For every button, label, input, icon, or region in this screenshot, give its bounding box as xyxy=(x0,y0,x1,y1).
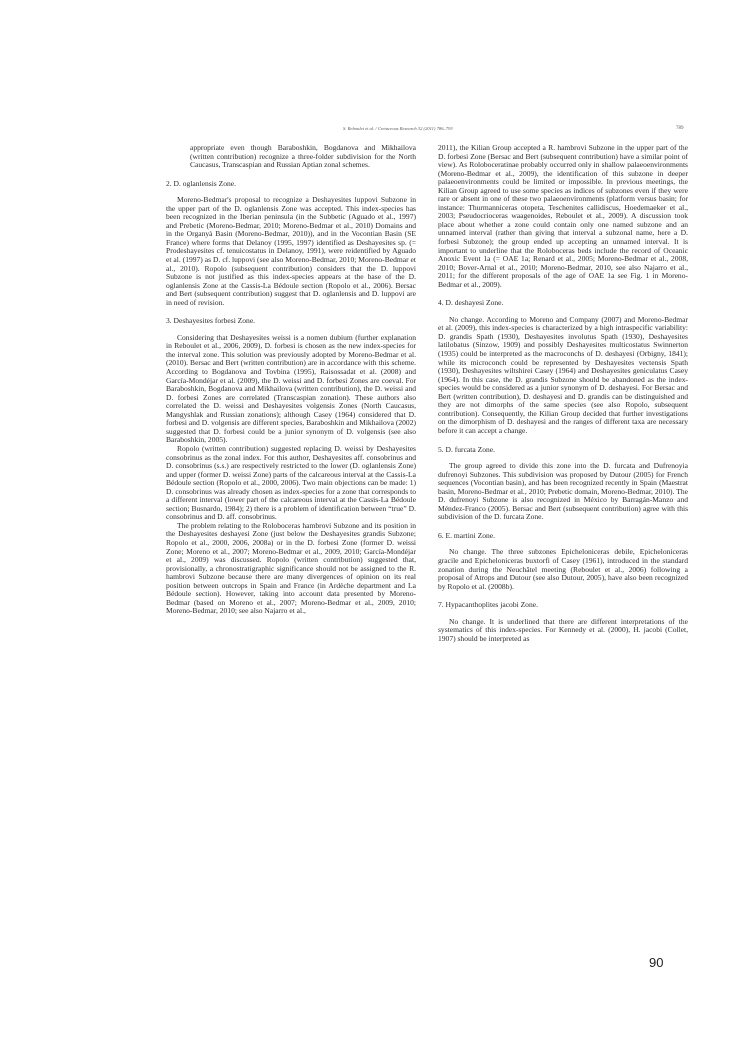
body-paragraph: No change. According to Moreno and Company (2007) and Moreno-Bedmar et al. (2009), this index-species is characterized by a high intraspecific variability: D. grandis Spath (1930), Deshayesites involutus Spath (1930), Deshayesites latilobatus (Sinzow, 1909) and possibly Deshayesites multicostatus Swinnerton (1935) could be interpreted as the macroconchs of D. deshayesi (Orbigny, 1841); while its microconch could be represented by Deshayesites vectensis Spath (1930), Deshayesites wiltshirei Casey (1964) and Deshayesites geniculatus Casey (1964). In this case, the D. grandis Subzone should be abandoned as the index-species would be considered as a junior synonym of D. deshayesi. For Bersac and Bert (written contribution), D. deshayesi and D. grandis can be distinguished and they are not dimorphs of the same species (see also Ropolo, subsequent contribution). Consequently, the Kilian Group decided that further investigations on the dimorphism of D. deshayesi and the ranges of different taxa are necessary before it can accept a change. xyxy=(438,314,688,435)
body-paragraph: The problem relating to the Roloboceras hambrovi Subzone and its position in the Deshayesites deshayesi Zone (just below the Deshayesites grandis Subzone; Ropolo et al., 2000, 2006, 2008a) or in the D. forbesi Zone (former D. weissi Zone; Moreno et al., 2007; Moreno-Bedmar et al., 2009, 2010; García-Mondéjar et al., 2009) was discussed. Ropolo (written contribution) suggested that, provisionally, a chronostratigraphic significance should not be assigned to the R. hambrovi Subzone because there are many divergences of opinion on its real position between outcrops in Spain and France (in Ardèche department and La Bédoule section). However, taking into account data presented by Moreno-Bedmar (based on Moreno et al., 2007; Moreno-Bedmar et al., 2009, 2010; Moreno-Bedmar, 2010; see also Najarro et al., xyxy=(166,520,416,616)
running-head: S. Reboulet et al. / Cretaceous Research 32 (2011) 786–793 xyxy=(343,126,453,131)
section-heading: 4. D. deshayesi Zone. xyxy=(438,298,504,308)
body-paragraph: No change. It is underlined that there are different interpretations of the systematics of this index-species. For Kennedy et al. (2000), H. jacobi (Collet, 1907) should be interpreted as xyxy=(438,616,688,643)
body-paragraph: No change. The three subzones Epicheloniceras debile, Epicheloniceras gracile and Epicheloniceras buxtorfi of Casey (1961), introduced in the standard zonation during the Neuchâtel meeting (Reboulet et al., 2006) following a proposal of Atrops and Dutour (see also Dutour, 2005), have also been recognized by Ropolo et al. (2008b). xyxy=(438,547,688,591)
section-heading: 5. D. furcata Zone. xyxy=(438,444,495,454)
body-paragraph: Moreno-Bedmar's proposal to recognize a Deshayesites luppovi Subzone in the upper part of the D. oglanlensis Zone was accepted. This index-species has been recognized in the Iberian peninsula (in the Subbetic (Aguado et al., 1997) and Prebetic (Moreno-Bedmar, 2010; Moreno-Bedmar et al., 2010) Domains and in the Organyà Basin (Moreno-Bedmar, 2010)), and in the Vocontian Basin (SE France) where forms that Delanoy (1995, 1997) identified as Deshayesites sp. (= Prodeshayesites cf. tenuicostatus in Delanoy, 1991), were reidentified by Aguado et al. (1997) as D. cf. luppovi (see also Moreno-Bedmar, 2010; Moreno-Bedmar et al., 2010). Ropolo (subsequent contribution) considers that the D. luppovi Subzone is not justified as this index-species appears at the base of the D. oglanlensis Zone at the Cassis-La Bédoule section (Ropolo et al., 2006). Bersac and Bert (subsequent contribution) suggest that D. oglanlensis and D. luppovi are in need of revision. xyxy=(166,195,416,307)
journal-page-number: 789 xyxy=(676,126,684,131)
body-paragraph: Considering that Deshayesites weissi is a nomen dubium (further explanation in Reboulet et al., 2006, 2009), D. forbesi is chosen as the new index-species for the interval zone. This solution was previously adopted by Moreno-Bedmar et al. (2010). Bersac and Bert (written contribution) are in accordance with this scheme. According to Bogdanova and Tovbina (1995), Raisossadat et al. (2008) and García-Mondéjar et al. (2009), the D. weissi and D. forbesi Zones are coeval. For Baraboshkin, Bogdanova and Mikhailova (written contribution), the D. weissi and D. forbesi Zones are correlated (Transcaspian zonation). These authors also correlated the D. weissi and Deshayesites volgensis Zones (North Caucasus, Mangyshlak and Russian zonations); although Casey (1964) considered that D. forbesi and D. volgensis are different species, Baraboshkin and Mikhailova (2002) suggested that D. forbesi could be a junior synonym of D. volgensis (see also Baraboshkin, 2005). xyxy=(166,332,416,445)
continued-paragraph: 2011), the Kilian Group accepted a R. hambrovi Subzone in the upper part of the D. forbesi Zone (Bersac and Bert (subsequent contribution) have a similar point of view). As Roloboceratinae probably occurred only in shallow palaeoenvironments (Moreno-Bedmar et al., 2009), the identification of this subzone in deeper palaeoenvironments could be limited or impossible. In previous meetings, the Kilian Group agreed to use some species as indices of subzones even if they were rare or absent in one of these two palaeoenvironments (platform versus basin; for instance: Thurmanniceras otopeta, Teschenites callidiscus, Hoedemaeker et al., 2003; Pseudocrioceras waagenoides, Reboulet et al., 2009). A discussion took place about whether a zone could contain only one named subzone and an unnamed interval (rather than giving that interval a subzonal name, here a D. forbesi Subzone); the group ended up accepting an unnamed interval. It is important to underline that the Roloboceras beds include the record of Oceanic Anoxic Event 1a (= OAE 1a; Renard et al., 2005; Moreno-Bedmar et al., 2008, 2010; Bover-Arnal et al., 2010; Moreno-Bedmar, 2010, see also Najarro et al., 2011; for the different proposals of the age of OAE 1a see Fig. 1 in Moreno-Bedmar et al., 2009). xyxy=(438,144,688,289)
body-paragraph: The group agreed to divide this zone into the D. furcata and Dufrenoyia dufrenoyi Subzones. This subdivision was proposed by Dutour (2005) for French sequences (Vocontian basin), and has been recognized recently in Spain (Maestrat basin, Moreno-Bedmar et al., 2010; Prebetic domain, Moreno-Bedmar, 2010). The D. dufrenoyi Subzone is also recognized in México by Barragán-Manzo and Méndez-Franco (2005). Bersac and Bert (subsequent contribution) agree with this subdivision of the D. furcata Zone. xyxy=(438,461,688,522)
body-paragraph: Ropolo (written contribution) suggested replacing D. weissi by Deshayesites consobrinus as the zonal index. For this author, Deshayesites aff. consobrinus and D. consobrinus (s.s.) are respectively restricted to the lower (D. oglanlensis Zone) and upper (former D. weissi Zone) parts of the calcareous interval at the Cassis-La Bédoule section (Ropolo et al., 2000, 2006). Two main objections can be made: 1) D. consobrinus was already chosen as index-species for a zone that corresponds to a different interval (lower part of the calcareous interval at the Cassis-La Bédoule section; Busnardo, 1984); 2) there is a problem of identification between “true” D. consobrinus and D. aff. consobrinus. xyxy=(166,443,416,522)
footer-page-number: 90 xyxy=(649,955,664,970)
intro-paragraph: appropriate even though Baraboshkin, Bogdanova and Mikhailova (written contribution) recognize a three-folder subdivision for the North Caucasus, Transcaspian and Russian Aptian zonal schemes. xyxy=(190,144,416,170)
section-heading: 3. Deshayesites forbesi Zone. xyxy=(166,316,256,326)
right-column xyxy=(438,144,688,744)
left-column xyxy=(166,144,416,744)
section-heading: 6. E. martini Zone. xyxy=(438,530,496,540)
section-heading: 2. D. oglanlensis Zone. xyxy=(166,178,237,188)
section-heading: 7. Hypacanthoplites jacobi Zone. xyxy=(438,600,538,610)
